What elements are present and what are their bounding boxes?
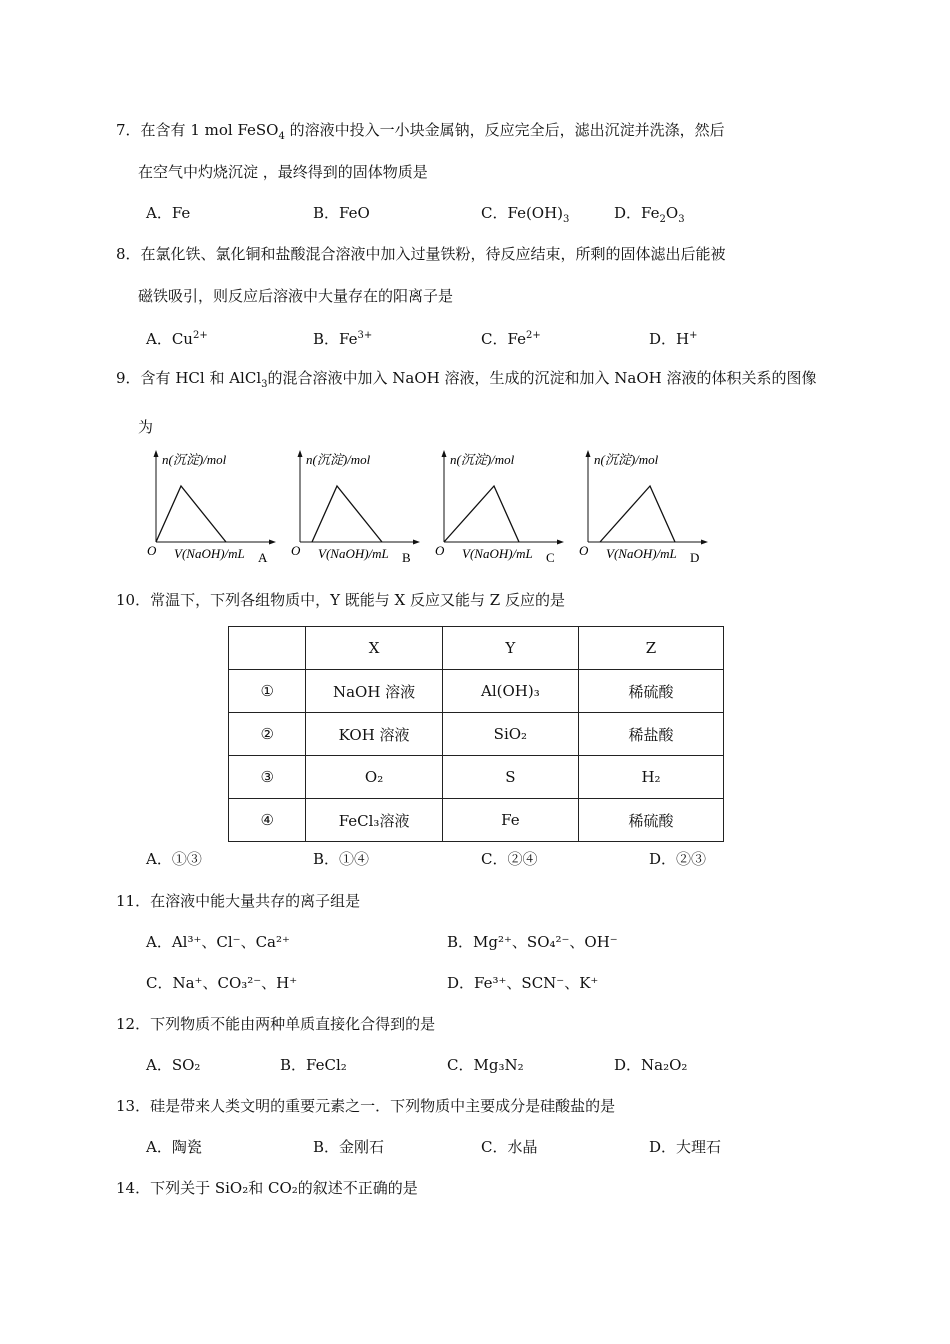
q8-line2: 磁铁吸引，则反应后溶液中大量存在的阳离子是: [138, 287, 454, 305]
q9-line1: 9．含有 HCl 和 AlCl$_3$的混合溶液中加入 NaOH 溶液，生成的沉淀和加入 NaOH 溶液的体积关系的图像: [116, 369, 817, 390]
q10-option-c: C．②④: [481, 850, 538, 868]
q7-line2: 在空气中灼烧沉淀 ，最终得到的固体物质是: [138, 163, 428, 181]
x-axis-arrow: [701, 540, 708, 545]
q8-option-d: D．H+: [649, 330, 698, 348]
q12-option-d: D．Na₂O₂: [614, 1056, 688, 1074]
table-cell: ①: [229, 670, 306, 713]
table-cell: ③: [229, 756, 306, 799]
table-cell: O₂: [306, 756, 442, 799]
q7-number: 7．: [116, 121, 141, 139]
q10-option-a: A．①③: [146, 850, 202, 868]
q8-number: 8．: [116, 245, 141, 263]
q12-line1: 12．下列物质不能由两种单质直接化合得到的是: [116, 1015, 436, 1033]
table-header-cell: Y: [442, 627, 578, 670]
table-cell: S: [442, 756, 578, 799]
table-cell: ④: [229, 799, 306, 842]
q13-option-a: A．陶瓷: [146, 1138, 202, 1156]
q11-option-d: D．Fe³⁺、SCN⁻、K⁺: [447, 974, 599, 992]
table-cell: H₂: [579, 756, 724, 799]
graph-letter: A: [258, 550, 268, 565]
graph-b-svg: [290, 448, 430, 570]
q11-option-a: A．Al³⁺、Cl⁻、Ca²⁺: [146, 933, 290, 951]
table-header-cell: Z: [579, 627, 724, 670]
graph-a-svg: [146, 448, 286, 570]
x-axis-arrow: [557, 540, 564, 545]
q7-option-b: B．FeO: [313, 204, 370, 222]
q9-graph-b: [290, 448, 430, 570]
q10-option-b: B．①④: [313, 850, 370, 868]
table-row: [229, 799, 724, 842]
q9-graph-c: [434, 448, 574, 570]
table-row: [229, 756, 724, 799]
q14-number: 14．: [116, 1179, 151, 1197]
q13-number: 13．: [116, 1097, 151, 1115]
curve: [156, 486, 226, 542]
table-cell: 稀盐酸: [579, 713, 724, 756]
graph-letter: B: [402, 550, 411, 565]
q11-line1: 11．在溶液中能大量共存的离子组是: [116, 892, 361, 910]
table-cell: Al(OH)₃: [442, 670, 578, 713]
table-header-cell: X: [306, 627, 442, 670]
origin-label: O: [435, 543, 445, 558]
q9-graph-a: [146, 448, 286, 570]
table-header-cell: [229, 627, 306, 670]
q7-option-a: A．Fe: [146, 204, 191, 222]
y-label: n(沉淀)/mol: [450, 452, 515, 467]
x-label: V(NaOH)/mL: [318, 546, 389, 561]
q10-number: 10．: [116, 591, 151, 609]
q8-option-b: B．$Fe^{3+}$: [313, 330, 373, 348]
y-axis-arrow: [586, 450, 591, 457]
q9-line2: 为: [138, 418, 154, 436]
q10-option-d: D．②③: [649, 850, 707, 868]
x-label: V(NaOH)/mL: [606, 546, 677, 561]
y-axis-arrow: [154, 450, 159, 457]
table-cell: 稀硫酸: [579, 670, 724, 713]
q13-line1: 13．硅是带来人类文明的重要元素之一．下列物质中主要成分是硅酸盐的是: [116, 1097, 616, 1115]
q13-option-b: B．金刚石: [313, 1138, 385, 1156]
graph-d-svg: [578, 448, 718, 570]
graph-letter: D: [690, 550, 700, 565]
table-cell: NaOH 溶液: [306, 670, 442, 713]
curve: [600, 486, 675, 542]
table-cell: Fe: [442, 799, 578, 842]
q8-line1: 8．在氯化铁、氯化铜和盐酸混合溶液中加入过量铁粉，待反应结束，所剩的固体滤出后能被: [116, 245, 726, 263]
q13-option-c: C．水晶: [481, 1138, 538, 1156]
y-label: n(沉淀)/mol: [594, 452, 659, 467]
q7-option-c: C．$Fe(OH)_3$: [481, 204, 570, 225]
q10-line1: 10．常温下，下列各组物质中，Y 既能与 X 反应又能与 Z 反应的是: [116, 591, 565, 609]
curve: [444, 486, 519, 542]
x-axis-arrow: [269, 540, 276, 545]
table-row: [229, 670, 724, 713]
y-axis-arrow: [442, 450, 447, 457]
x-label: V(NaOH)/mL: [462, 546, 533, 561]
q7-line1: 7．在含有 1 mol FeSO$_4$ 的溶液中投入一小块金属钠，反应完全后，滤出沉淀并洗涤，然后: [116, 121, 725, 142]
x-label: V(NaOH)/mL: [174, 546, 245, 561]
origin-label: O: [291, 543, 301, 558]
q12-option-b: B．FeCl₂: [280, 1056, 347, 1074]
q13-option-d: D．大理石: [649, 1138, 722, 1156]
table-cell: KOH 溶液: [306, 713, 442, 756]
q12-option-c: C．Mg₃N₂: [447, 1056, 524, 1074]
q12-number: 12．: [116, 1015, 151, 1033]
q9-graph-d: [578, 448, 718, 570]
q8-option-c: C．$Fe^{2+}$: [481, 330, 541, 348]
y-label: n(沉淀)/mol: [306, 452, 371, 467]
q11-option-c: C．Na⁺、CO₃²⁻、H⁺: [146, 974, 298, 992]
graph-c-svg: [434, 448, 574, 570]
origin-label: O: [579, 543, 589, 558]
table-cell: 稀硫酸: [579, 799, 724, 842]
y-label: n(沉淀)/mol: [162, 452, 227, 467]
q8-option-a: A．$Cu^{2+}$: [146, 330, 208, 348]
origin-label: O: [147, 543, 157, 558]
q12-option-a: A．SO₂: [146, 1056, 201, 1074]
q11-number: 11．: [116, 892, 151, 910]
graph-letter: C: [546, 550, 555, 565]
curve: [312, 486, 382, 542]
q14-line1: 14．下列关于 SiO₂和 CO₂的叙述不正确的是: [116, 1179, 418, 1197]
q10-table: [228, 626, 724, 842]
table-cell: SiO₂: [442, 713, 578, 756]
table-cell: FeCl₃溶液: [306, 799, 442, 842]
y-axis-arrow: [298, 450, 303, 457]
x-axis-arrow: [413, 540, 420, 545]
q9-number: 9．: [116, 369, 141, 387]
q7-option-d: D．$Fe_2O_3$: [614, 204, 685, 225]
table-header-row: [229, 627, 724, 670]
q11-option-b: B．Mg²⁺、SO₄²⁻、OH⁻: [447, 933, 618, 951]
table-cell: ②: [229, 713, 306, 756]
table-row: [229, 713, 724, 756]
